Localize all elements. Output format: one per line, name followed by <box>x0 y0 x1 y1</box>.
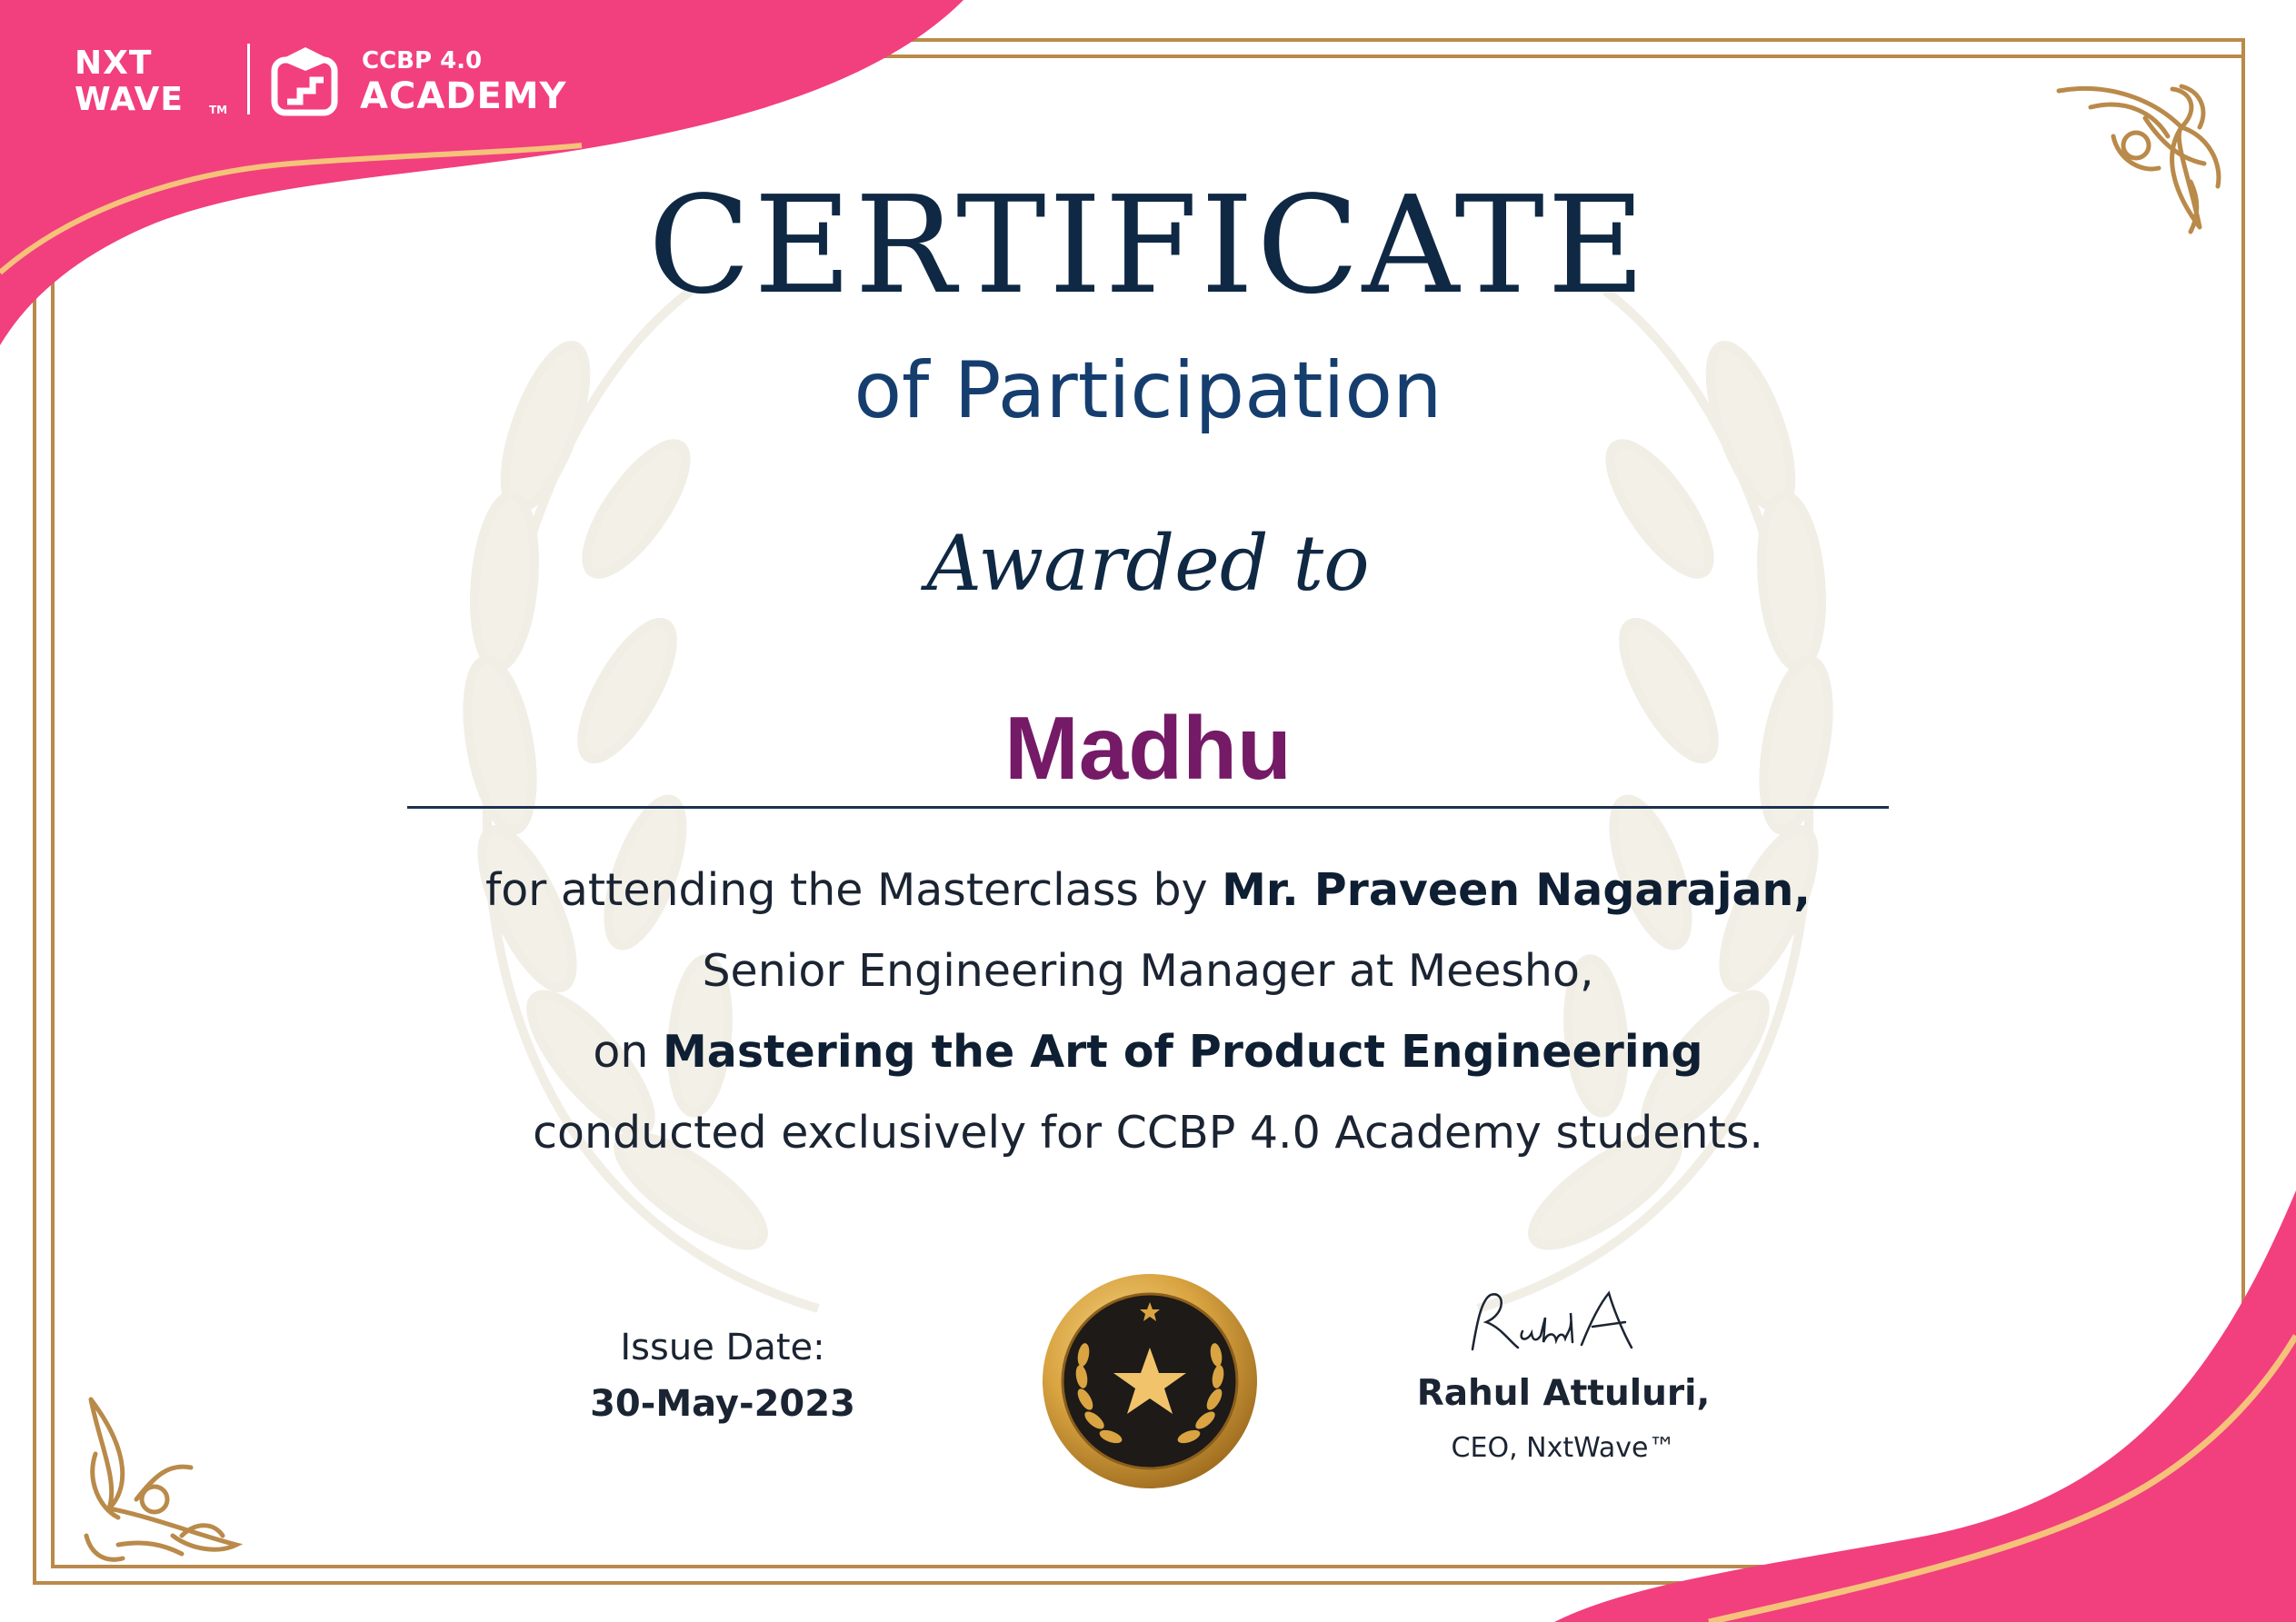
body-line-1 <box>0 856 2296 937</box>
issue-date-label: Issue Date: <box>620 1327 825 1368</box>
academy-cap-icon <box>271 44 340 116</box>
logo-trademark: TM <box>209 104 228 116</box>
certificate-title: CERTIFICATE <box>647 167 1649 323</box>
gold-star-medal-icon <box>1036 1268 1263 1495</box>
logo-ccbp-text: CCBP 4.0 <box>362 47 483 75</box>
body-line-2: Senior Engineering Manager at Meesho, <box>702 945 1594 997</box>
recipient-underline <box>407 806 1889 809</box>
recipient-name: Madhu <box>1004 698 1292 798</box>
body-line-4: conducted exclusively for CCBP 4.0 Academy students. <box>533 1107 1763 1159</box>
bottom-left-ornament <box>86 1399 236 1559</box>
signatory-title: CEO, NxtWave™ <box>1451 1432 1676 1464</box>
ceo-signature <box>1454 1286 1654 1358</box>
awarded-to-text: Awarded to <box>926 519 1370 608</box>
nxtwave-academy-logo <box>75 44 584 125</box>
speaker-name: Mr. Praveen Nagarajan, <box>1222 864 1812 916</box>
logo-divider <box>247 44 250 114</box>
signatory-name: Rahul Attuluri, <box>1416 1373 1711 1414</box>
logo-wave-text: WAVE <box>75 81 184 118</box>
logo-nxt-text: NXT <box>75 45 153 82</box>
body-line-3-text: on <box>593 1026 664 1078</box>
masterclass-topic: Mastering the Art of Product Engineering <box>663 1026 1703 1078</box>
body-line-3 <box>0 1018 2296 1099</box>
issue-date-value: 30-May-2023 <box>590 1383 855 1425</box>
certificate-body <box>0 856 2296 1179</box>
logo-academy-text: ACADEMY <box>360 75 567 117</box>
body-line-1-text: for attending the Masterclass by <box>484 864 1223 916</box>
certificate-subtitle: of Participation <box>854 345 1442 436</box>
